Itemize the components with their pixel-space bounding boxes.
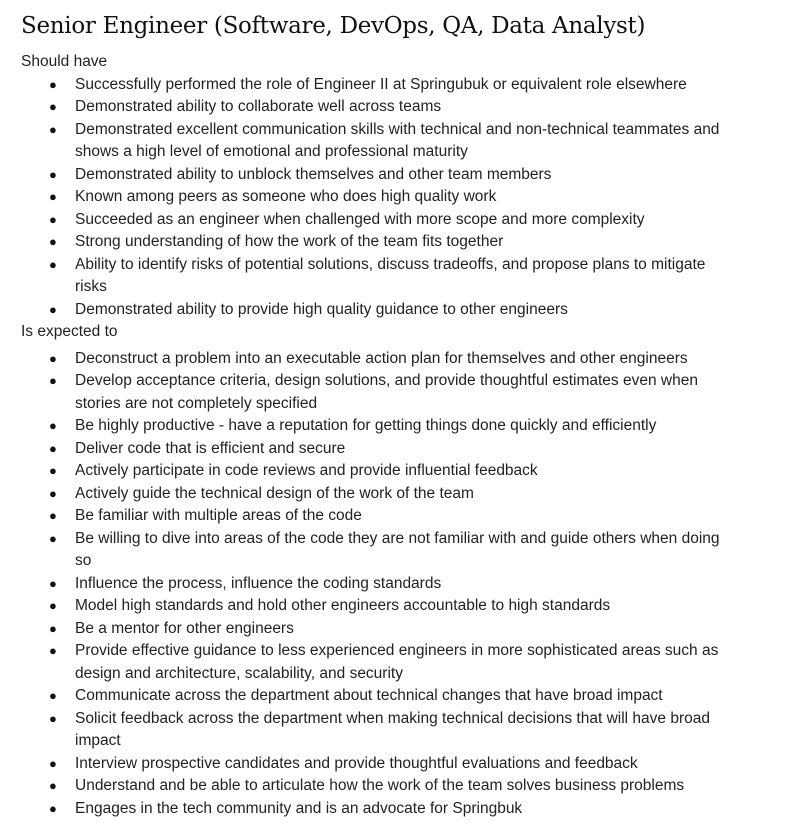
list-item — [21, 96, 735, 119]
list-item — [21, 573, 735, 596]
list-item-text: Be willing to dive into areas of the code they are not familiar with and guide others when doing so — [75, 529, 720, 569]
list-item — [21, 528, 735, 573]
list-item-text: Demonstrated ability to unblock themselves and other team members — [75, 165, 552, 183]
bullet-icon: ● — [49, 373, 57, 388]
bullet-icon: ● — [49, 800, 57, 816]
list-item — [21, 348, 735, 371]
bullet-icon: ● — [49, 643, 57, 658]
list-item-text: Demonstrated ability to provide high quality guidance to other engineers — [75, 300, 568, 318]
list-item-text: Influence the process, influence the coding standards — [75, 574, 442, 592]
list-item-text: Engages in the tech community and is an advocate for Springbuk — [75, 799, 523, 817]
bullet-icon: ● — [49, 350, 57, 366]
should-have-list — [21, 74, 761, 322]
list-item-text: Actively participate in code reviews and provide influential feedback — [75, 462, 538, 479]
bullet-icon: ● — [49, 778, 57, 793]
list-item — [21, 186, 735, 209]
list-item — [21, 798, 735, 821]
list-item — [21, 254, 735, 299]
list-item-text: Demonstrated excellent communication skills with technical and non-technical teammates and shows a high level of emotional and professional maturity — [75, 120, 720, 160]
list-item — [21, 74, 735, 97]
list-item-text: Solicit feedback across the department when making technical decisions that will have broad impact — [75, 709, 710, 749]
bullet-icon: ● — [49, 530, 57, 546]
bullet-icon: ● — [49, 99, 57, 114]
list-item — [21, 595, 735, 618]
list-item-text: Be highly productive - have a reputation for getting things done quickly and efficiently — [75, 417, 657, 434]
bullet-icon: ● — [49, 440, 57, 456]
list-item — [21, 119, 735, 164]
list-item — [21, 299, 735, 322]
list-item — [21, 460, 735, 483]
is-expected-to-list — [21, 348, 761, 821]
list-item-text: Model high standards and hold other engineers accountable to high standards — [75, 597, 611, 614]
bullet-icon: ● — [49, 211, 57, 227]
list-item — [21, 708, 735, 753]
list-item — [21, 618, 735, 641]
list-item-text: Actively guide the technical design of the work of the team — [75, 484, 474, 502]
list-item — [21, 415, 735, 438]
bullet-icon: ● — [49, 463, 57, 478]
section-heading-is-expected-to: Is expected to — [21, 323, 118, 340]
list-item — [21, 505, 735, 528]
bullet-icon: ● — [49, 121, 57, 137]
bullet-icon: ● — [49, 598, 57, 613]
list-item-text: Successfully performed the role of Engineer II at Springubuk or equivalent role elsewhere — [75, 75, 687, 93]
page-title: Senior Engineer (Software, DevOps, QA, Data Analyst) — [21, 13, 646, 39]
list-item-text: Communicate across the department about technical changes that have broad impact — [75, 687, 663, 704]
list-item — [21, 685, 735, 708]
list-item-text: Deliver code that is efficient and secure — [75, 439, 346, 457]
bullet-icon: ● — [49, 575, 57, 591]
bullet-icon: ● — [49, 755, 57, 771]
list-item-text: Be familiar with multiple areas of the code — [75, 507, 362, 524]
list-item-text: Develop acceptance criteria, design solutions, and provide thoughtful estimates even when stories are not completely specified — [75, 372, 698, 412]
list-item-text: Succeeded as an engineer when challenged with more scope and more complexity — [75, 210, 645, 228]
bullet-icon: ● — [49, 76, 57, 92]
list-item-text: Be a mentor for other engineers — [75, 619, 294, 637]
bullet-icon: ● — [49, 418, 57, 433]
document-page — [21, 0, 761, 820]
bullet-icon: ● — [49, 508, 57, 523]
list-item — [21, 209, 735, 232]
list-item — [21, 164, 735, 187]
list-item-text: Ability to identify risks of potential solutions, discuss tradeoffs, and propose plans to mitigate risks — [75, 255, 706, 295]
list-item — [21, 231, 735, 254]
list-item-text: Interview prospective candidates and provide thoughtful evaluations and feedback — [75, 754, 638, 772]
bullet-icon: ● — [49, 620, 57, 636]
bullet-icon: ● — [49, 485, 57, 501]
list-item — [21, 753, 735, 776]
list-item-text: Understand and be able to articulate how the work of the team solves business problems — [75, 777, 685, 794]
list-item — [21, 370, 735, 415]
bullet-icon: ● — [49, 301, 57, 317]
list-item — [21, 640, 735, 685]
bullet-icon: ● — [49, 256, 57, 272]
list-item-text: Demonstrated ability to collaborate well across teams — [75, 98, 442, 115]
bullet-icon: ● — [49, 166, 57, 182]
list-item-text: Provide effective guidance to less experienced engineers in more sophisticated areas such as design and architecture, scalability, and security — [75, 642, 719, 682]
bullet-icon: ● — [49, 234, 57, 249]
list-item — [21, 438, 735, 461]
bullet-icon: ● — [49, 189, 57, 204]
section-heading-should-have: Should have — [21, 53, 108, 70]
list-item-text: Deconstruct a problem into an executable action plan for themselves and other engineers — [75, 349, 688, 367]
list-item — [21, 775, 735, 798]
bullet-icon: ● — [49, 688, 57, 703]
list-item-text: Strong understanding of how the work of the team fits together — [75, 233, 504, 250]
list-item — [21, 483, 735, 506]
bullet-icon: ● — [49, 710, 57, 726]
list-item-text: Known among peers as someone who does high quality work — [75, 188, 497, 205]
